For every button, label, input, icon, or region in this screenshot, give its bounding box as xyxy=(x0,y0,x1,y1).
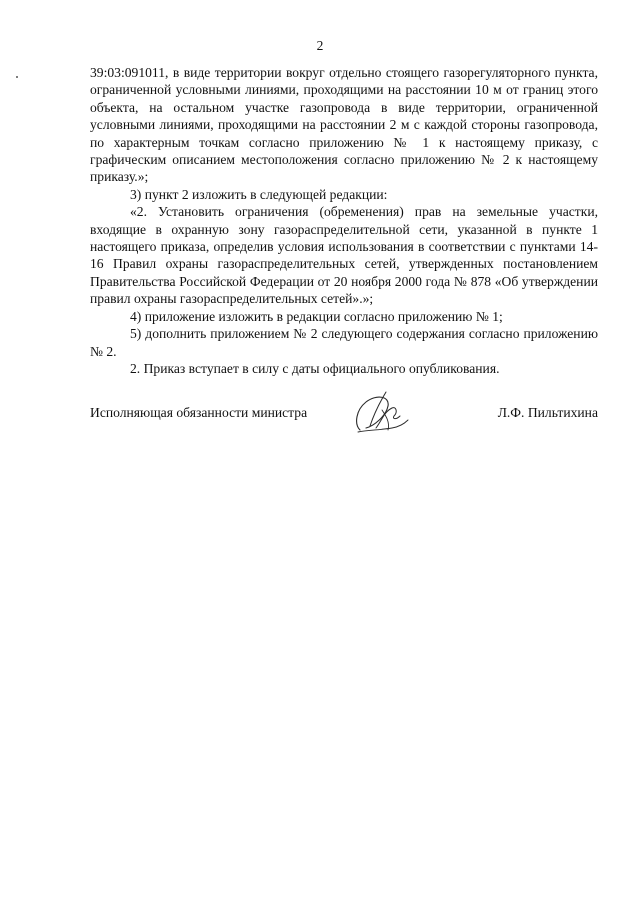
page-number: 2 xyxy=(316,38,324,53)
handwritten-signature-icon xyxy=(346,386,416,442)
paragraph-item-4: 4) приложение изложить в редакции согласно приложению № 1; xyxy=(130,308,503,324)
paragraph-effective-date: 2. Приказ вступает в силу с даты официального опубликования. xyxy=(130,360,500,376)
paragraph-item-3: 3) пункт 2 изложить в следующей редакции: xyxy=(130,186,388,202)
margin-dot xyxy=(16,76,18,78)
paragraph-continuation: 39:03:091011, в виде территории вокруг отдельно стоящего газорегуляторного пункта, ограниченной условными линиями, проходящими на расстоянии 10 м от границ этого объекта, на остальном участке газопровода в виде территории, ограниченной условными линиями, проходящими на расстоянии 2 м с каждой стороны газопровода, по характерным точкам согласно приложению № 1 к настоящему приказу, с графическим описанием местоположения согласно приложению № 2 к настоящему приказу.»; xyxy=(90,65,598,185)
signer-name: Л.Ф. Пильтихина xyxy=(497,405,598,420)
document-body xyxy=(90,64,598,377)
signature-block xyxy=(90,394,598,444)
paragraph-item-5: 5) дополнить приложением № 2 следующего содержания согласно приложению № 2. xyxy=(90,326,598,359)
paragraph-quoted-clause: «2. Установить ограничения (обременения) прав на земельные участки, входящие в охранную зону газораспределительной сети, указанной в пункте 1 настоящего приказа, определив условия использования в соответствии с пунктами 14-16 Правил охраны газораспределительных сетей, утвержденных постановлением Правительства Российской Федерации от 20 ноября 2000 года № 878 «Об утверждении правил охраны газораспределительных сетей».»; xyxy=(90,204,598,307)
signer-title: Исполняющая обязанности министра xyxy=(90,405,308,420)
